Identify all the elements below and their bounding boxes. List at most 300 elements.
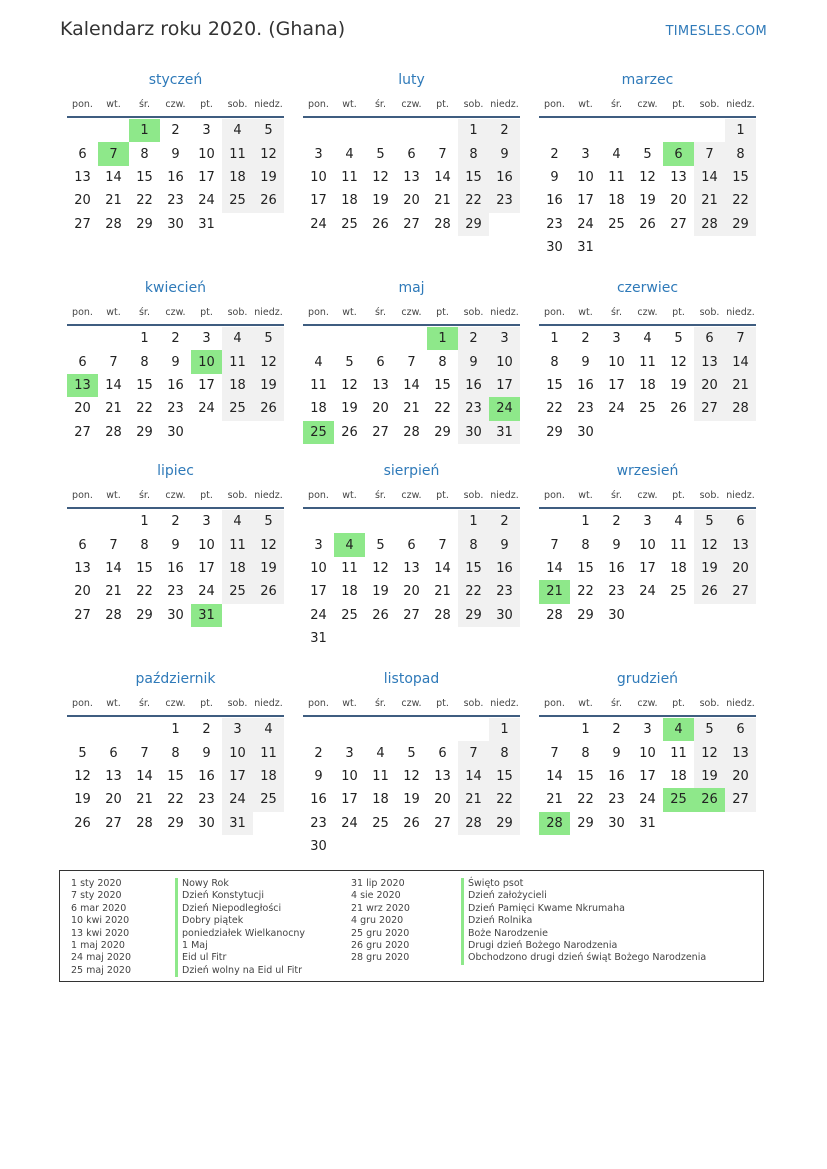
day-cell: 1 [140, 331, 149, 347]
day-cell: 22 [546, 401, 563, 417]
day-cell: 5 [407, 745, 416, 761]
weekday-label: niedz. [254, 306, 283, 318]
empty-cell [365, 119, 396, 142]
weekday-label: niedz. [490, 306, 519, 318]
empty-cell [396, 510, 427, 533]
day-cell: 27 [105, 815, 122, 831]
weekday-label: pon. [72, 98, 93, 110]
legend-date: 31 lip 2020 [351, 878, 405, 889]
day-cell: 11 [222, 350, 253, 373]
month-calendar [67, 671, 284, 835]
day-cell: 1 [458, 119, 489, 142]
day-cell: 26 [341, 424, 358, 440]
day-cell: 30 [608, 607, 625, 623]
empty-cell [539, 718, 570, 741]
day-cell: 20 [74, 584, 91, 600]
weekday-label: pon. [308, 697, 329, 709]
empty-cell [427, 510, 458, 533]
weekday-label: czw. [637, 489, 658, 501]
day-cell: 26 [253, 580, 284, 603]
day-cell: 24 [341, 815, 358, 831]
legend-date: 1 maj 2020 [71, 939, 125, 951]
day-cell: 27 [670, 216, 687, 232]
day-cell: 25 [639, 401, 656, 417]
day-cell: 6 [694, 327, 725, 350]
month-name: wrzesień [616, 463, 679, 479]
weekday-label: pt. [436, 98, 449, 110]
day-cell: 20 [694, 374, 725, 397]
empty-cell [539, 510, 570, 533]
weekday-header [539, 300, 756, 326]
day-cell: 3 [202, 331, 211, 347]
weekday-label: pon. [72, 489, 93, 501]
legend-dates-left [71, 878, 131, 977]
weekday-label: pt. [436, 489, 449, 501]
brand-link[interactable]: TIMESLES.COM [665, 24, 767, 39]
day-cell: 1 [140, 514, 149, 530]
legend-holiday-name: Boże Narodzenie [461, 928, 706, 940]
weekday-label: pt. [436, 697, 449, 709]
day-cell: 31 [222, 812, 253, 835]
day-cell: 20 [725, 765, 756, 788]
day-cell: 29 [136, 216, 153, 232]
weekday-label: pon. [308, 489, 329, 501]
day-cell: 20 [372, 401, 389, 417]
day-cell: 22 [136, 401, 153, 417]
day-cell: 12 [253, 350, 284, 373]
day-cell: 4 [253, 718, 284, 741]
month-name: kwiecień [144, 280, 207, 296]
day-cell: 1 [550, 331, 559, 347]
day-cell: 29 [577, 607, 594, 623]
day-cell: 13 [105, 768, 122, 784]
day-cell: 16 [458, 374, 489, 397]
empty-cell [98, 718, 129, 741]
weekday-label: sob. [463, 98, 484, 110]
day-cell: 25 [222, 189, 253, 212]
day-cell: 17 [489, 374, 520, 397]
day-cell: 12 [372, 169, 389, 185]
day-cell: 2 [314, 745, 323, 761]
day-cell: 27 [74, 424, 91, 440]
legend-date: 6 mar 2020 [71, 902, 127, 914]
day-cell: 21 [136, 792, 153, 808]
day-cell: 8 [140, 146, 149, 162]
day-cell: 27 [372, 424, 389, 440]
day-cell: 26 [74, 815, 91, 831]
weekday-label: sob. [699, 489, 720, 501]
day-cell: 11 [222, 142, 253, 165]
day-cell: 6 [407, 146, 416, 162]
day-cell: 19 [639, 193, 656, 209]
weekday-label: sob. [227, 98, 248, 110]
day-grid [539, 119, 756, 259]
weekday-label: wt. [342, 697, 357, 709]
day-cell: 19 [253, 374, 284, 397]
weekday-label: czw. [637, 98, 658, 110]
day-cell: 3 [643, 722, 652, 738]
day-cell: 18 [341, 584, 358, 600]
weekday-label: pon. [308, 98, 329, 110]
day-cell: 2 [171, 123, 180, 139]
weekday-label: sob. [227, 697, 248, 709]
holiday-day-cell: 24 [489, 397, 520, 420]
day-cell: 1 [458, 510, 489, 533]
weekday-label: niedz. [254, 697, 283, 709]
day-cell: 7 [109, 537, 118, 553]
weekday-label: śr. [374, 489, 386, 501]
month-calendar [303, 671, 520, 858]
day-cell: 24 [198, 193, 215, 209]
empty-cell [303, 327, 334, 350]
day-cell: 13 [74, 169, 91, 185]
day-cell: 8 [550, 354, 559, 370]
empty-cell [303, 119, 334, 142]
day-cell: 15 [458, 166, 489, 189]
day-cell: 15 [725, 166, 756, 189]
weekday-label: pt. [200, 489, 213, 501]
holiday-day-cell: 28 [539, 812, 570, 835]
day-cell: 23 [310, 815, 327, 831]
month-calendar [67, 72, 284, 236]
day-cell: 25 [372, 815, 389, 831]
day-cell: 14 [434, 169, 451, 185]
day-cell: 14 [546, 768, 563, 784]
day-cell: 28 [136, 815, 153, 831]
day-cell: 1 [489, 718, 520, 741]
day-cell: 25 [670, 584, 687, 600]
empty-cell [67, 327, 98, 350]
day-grid [67, 718, 284, 835]
day-cell: 16 [577, 377, 594, 393]
legend-holiday-name: Dzień Niepodległości [175, 903, 305, 915]
day-cell: 6 [376, 354, 385, 370]
weekday-header [67, 300, 284, 326]
legend-date: 4 gru 2020 [351, 915, 404, 927]
day-grid [539, 510, 756, 627]
day-cell: 17 [639, 768, 656, 784]
day-cell: 28 [105, 424, 122, 440]
day-cell: 3 [202, 514, 211, 530]
day-cell: 7 [725, 327, 756, 350]
holiday-day-cell: 4 [334, 533, 365, 556]
empty-cell [334, 119, 365, 142]
weekday-header [67, 92, 284, 118]
legend-date: 10 kwi 2020 [71, 915, 130, 927]
weekday-label: pon. [544, 697, 565, 709]
holiday-day-cell: 31 [191, 604, 222, 627]
day-cell: 12 [639, 169, 656, 185]
day-cell: 6 [78, 537, 87, 553]
day-cell: 7 [694, 142, 725, 165]
day-cell: 24 [577, 216, 594, 232]
day-cell: 23 [489, 189, 520, 212]
day-cell: 4 [376, 745, 385, 761]
day-cell: 10 [608, 354, 625, 370]
day-cell: 22 [725, 189, 756, 212]
legend-holiday-name: Dzień wolny na Eid ul Fitr [175, 965, 305, 977]
day-cell: 12 [694, 533, 725, 556]
month-name: sierpień [383, 463, 440, 479]
holiday-day-cell: 1 [427, 327, 458, 350]
day-cell: 21 [694, 189, 725, 212]
legend-date: 25 gru 2020 [351, 927, 410, 939]
day-cell: 9 [171, 354, 180, 370]
legend-holiday-name: Dzień Rolnika [461, 915, 706, 927]
day-cell: 6 [78, 146, 87, 162]
holiday-day-cell: 7 [98, 142, 129, 165]
day-cell: 10 [577, 169, 594, 185]
weekday-label: wt. [106, 489, 121, 501]
holiday-day-cell: 21 [539, 580, 570, 603]
legend-names-right [461, 878, 706, 965]
day-cell: 9 [612, 537, 621, 553]
day-cell: 14 [105, 377, 122, 393]
day-cell: 2 [550, 146, 559, 162]
day-cell: 8 [438, 354, 447, 370]
day-cell: 22 [458, 580, 489, 603]
weekday-header [303, 92, 520, 118]
day-cell: 26 [372, 216, 389, 232]
day-cell: 18 [310, 401, 327, 417]
day-cell: 11 [639, 354, 656, 370]
day-cell: 6 [109, 745, 118, 761]
legend-holiday-name: Dzień Pamięci Kwame Nkrumaha [461, 903, 706, 915]
day-cell: 18 [372, 792, 389, 808]
day-grid [303, 510, 520, 650]
day-cell: 5 [253, 119, 284, 142]
day-cell: 18 [639, 377, 656, 393]
empty-cell [396, 718, 427, 741]
day-cell: 31 [198, 216, 215, 232]
day-cell: 30 [167, 216, 184, 232]
day-cell: 16 [310, 792, 327, 808]
day-cell: 23 [608, 792, 625, 808]
day-cell: 10 [198, 146, 215, 162]
day-cell: 17 [310, 584, 327, 600]
day-cell: 2 [612, 722, 621, 738]
weekday-label: śr. [610, 697, 622, 709]
weekday-label: niedz. [254, 489, 283, 501]
day-cell: 21 [403, 401, 420, 417]
day-cell: 23 [167, 401, 184, 417]
day-cell: 17 [198, 169, 215, 185]
month-calendar [67, 280, 284, 444]
day-cell: 25 [222, 397, 253, 420]
day-cell: 5 [376, 146, 385, 162]
empty-cell [570, 119, 601, 142]
day-cell: 24 [310, 607, 327, 623]
day-cell: 5 [78, 745, 87, 761]
day-cell: 20 [403, 584, 420, 600]
day-cell: 9 [202, 745, 211, 761]
day-cell: 25 [341, 607, 358, 623]
weekday-header [539, 483, 756, 509]
weekday-label: pt. [672, 306, 685, 318]
day-cell: 28 [105, 607, 122, 623]
weekday-label: czw. [401, 697, 422, 709]
day-cell: 15 [167, 768, 184, 784]
day-cell: 17 [608, 377, 625, 393]
legend-date: 4 sie 2020 [351, 890, 401, 902]
weekday-label: śr. [138, 98, 150, 110]
day-cell: 4 [314, 354, 323, 370]
day-grid [67, 510, 284, 627]
day-grid [67, 327, 284, 444]
day-cell: 3 [202, 123, 211, 139]
day-cell: 26 [403, 815, 420, 831]
day-cell: 30 [546, 240, 563, 256]
day-cell: 7 [550, 537, 559, 553]
day-cell: 22 [458, 189, 489, 212]
day-cell: 21 [725, 374, 756, 397]
day-cell: 5 [643, 146, 652, 162]
day-cell: 2 [458, 327, 489, 350]
day-cell: 23 [198, 792, 215, 808]
day-cell: 4 [345, 146, 354, 162]
day-cell: 7 [140, 745, 149, 761]
day-cell: 29 [577, 815, 594, 831]
day-cell: 26 [253, 397, 284, 420]
day-cell: 29 [136, 607, 153, 623]
day-grid [539, 718, 756, 835]
day-grid [303, 327, 520, 444]
weekday-label: czw. [401, 489, 422, 501]
day-cell: 18 [670, 560, 687, 576]
day-grid [303, 119, 520, 236]
weekday-label: pt. [672, 489, 685, 501]
day-cell: 27 [74, 216, 91, 232]
day-cell: 10 [489, 350, 520, 373]
day-cell: 16 [608, 560, 625, 576]
weekday-label: pt. [436, 306, 449, 318]
day-cell: 21 [105, 584, 122, 600]
day-cell: 12 [253, 533, 284, 556]
weekday-label: pt. [672, 98, 685, 110]
day-cell: 22 [577, 792, 594, 808]
day-cell: 7 [458, 741, 489, 764]
day-grid [67, 119, 284, 236]
day-cell: 26 [639, 216, 656, 232]
legend-date: 26 gru 2020 [351, 939, 410, 951]
month-name: maj [398, 280, 425, 296]
day-cell: 11 [341, 169, 358, 185]
day-cell: 28 [403, 424, 420, 440]
weekday-header [67, 483, 284, 509]
legend-date: 24 maj 2020 [71, 952, 132, 964]
weekday-label: śr. [138, 306, 150, 318]
day-cell: 4 [643, 331, 652, 347]
day-cell: 1 [171, 722, 180, 738]
day-cell: 24 [222, 788, 253, 811]
legend-names-left [175, 878, 305, 977]
day-cell: 21 [105, 401, 122, 417]
day-cell: 6 [725, 718, 756, 741]
weekday-label: śr. [374, 306, 386, 318]
day-cell: 27 [725, 788, 756, 811]
holiday-day-cell: 6 [663, 142, 694, 165]
day-cell: 15 [136, 560, 153, 576]
day-cell: 22 [434, 401, 451, 417]
day-cell: 4 [222, 510, 253, 533]
day-cell: 18 [222, 374, 253, 397]
empty-cell [396, 119, 427, 142]
weekday-label: wt. [106, 697, 121, 709]
day-cell: 4 [612, 146, 621, 162]
day-cell: 28 [458, 812, 489, 835]
day-cell: 29 [167, 815, 184, 831]
empty-cell [334, 510, 365, 533]
day-cell: 13 [670, 169, 687, 185]
day-cell: 13 [403, 560, 420, 576]
legend-date: 7 sty 2020 [71, 890, 122, 902]
day-cell: 19 [694, 765, 725, 788]
day-cell: 22 [136, 584, 153, 600]
day-cell: 10 [310, 560, 327, 576]
legend-holiday-name: poniedziałek Wielkanocny [175, 928, 305, 940]
day-cell: 22 [577, 584, 594, 600]
weekday-label: śr. [610, 489, 622, 501]
day-cell: 19 [694, 557, 725, 580]
weekday-label: czw. [401, 306, 422, 318]
day-cell: 17 [222, 765, 253, 788]
weekday-header [303, 483, 520, 509]
day-cell: 7 [109, 354, 118, 370]
weekday-label: niedz. [490, 98, 519, 110]
empty-cell [365, 510, 396, 533]
legend-dates-right [351, 878, 410, 965]
weekday-label: sob. [227, 489, 248, 501]
holiday-day-cell: 1 [129, 119, 160, 142]
day-cell: 27 [403, 607, 420, 623]
day-cell: 29 [458, 604, 489, 627]
month-calendar [303, 280, 520, 444]
day-cell: 25 [222, 580, 253, 603]
month-name: czerwiec [616, 280, 679, 296]
day-cell: 16 [198, 768, 215, 784]
weekday-header [539, 691, 756, 717]
day-cell: 14 [403, 377, 420, 393]
day-cell: 14 [694, 166, 725, 189]
day-cell: 10 [310, 169, 327, 185]
day-cell: 8 [725, 142, 756, 165]
weekday-label: czw. [165, 697, 186, 709]
legend-holiday-name: 1 Maj [175, 940, 305, 952]
empty-cell [98, 510, 129, 533]
weekday-label: sob. [227, 306, 248, 318]
day-cell: 28 [694, 213, 725, 236]
month-name: listopad [383, 671, 440, 687]
day-cell: 15 [434, 377, 451, 393]
day-cell: 29 [546, 424, 563, 440]
day-cell: 12 [253, 142, 284, 165]
holiday-day-cell: 4 [663, 718, 694, 741]
day-cell: 8 [458, 533, 489, 556]
day-cell: 16 [546, 193, 563, 209]
day-cell: 19 [403, 792, 420, 808]
day-cell: 10 [639, 745, 656, 761]
day-cell: 19 [341, 401, 358, 417]
day-cell: 29 [136, 424, 153, 440]
weekday-label: pon. [544, 489, 565, 501]
day-cell: 24 [639, 792, 656, 808]
weekday-label: pon. [72, 697, 93, 709]
day-cell: 2 [171, 514, 180, 530]
day-cell: 28 [434, 216, 451, 232]
month-name: marzec [621, 72, 674, 88]
weekday-label: niedz. [490, 489, 519, 501]
day-cell: 12 [74, 768, 91, 784]
